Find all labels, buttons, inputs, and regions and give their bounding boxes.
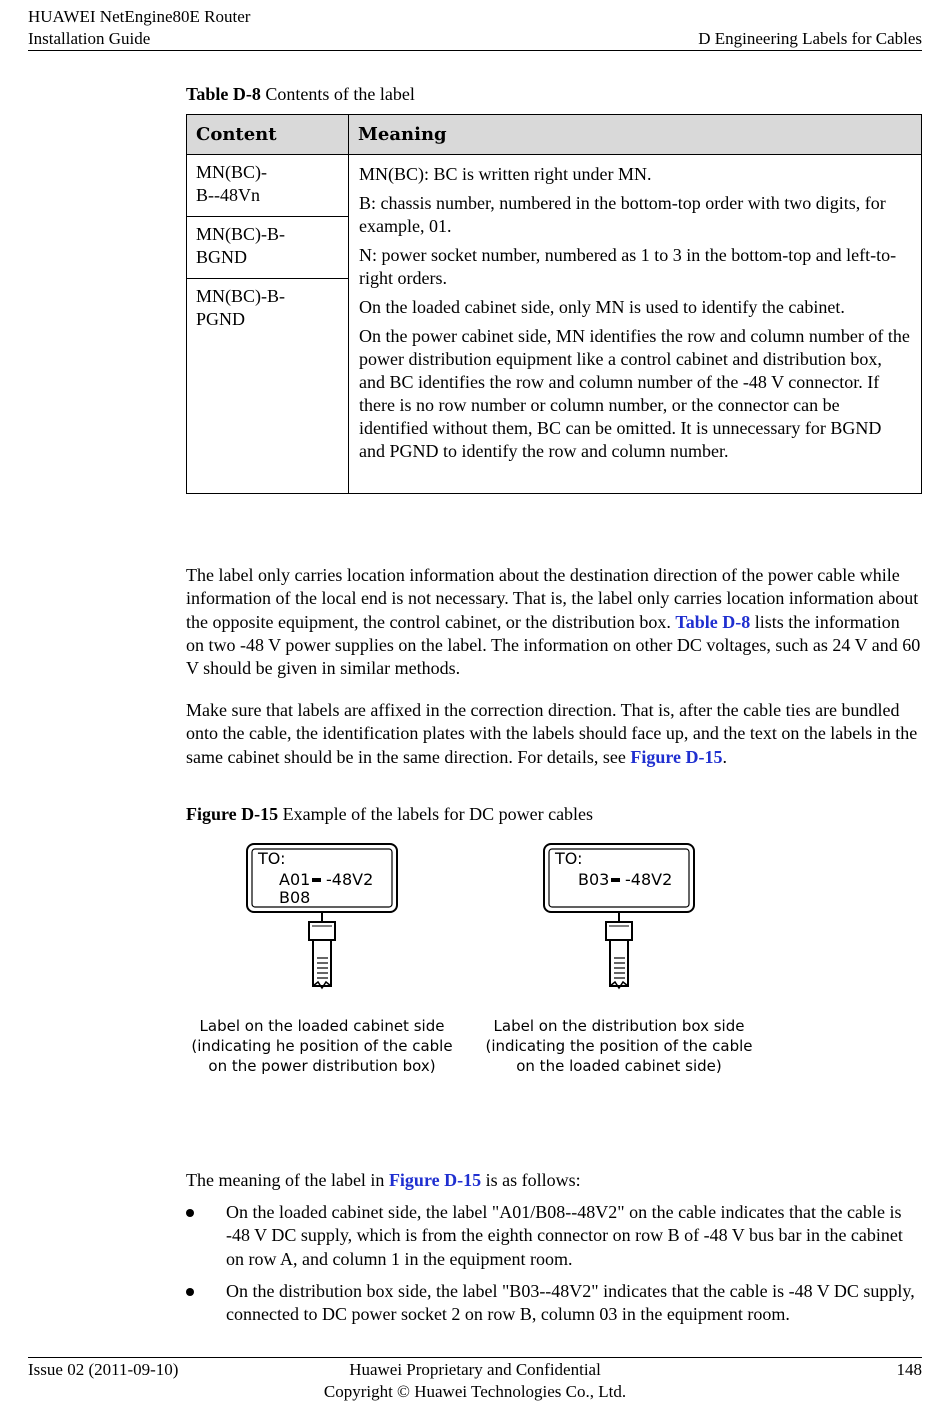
left-label-description bbox=[180, 1016, 464, 1076]
paragraph-text: lists the information on two -48 V power supplies on the label. The information on other DC voltages, such as 24 V and 60 V should be given in similar methods. bbox=[186, 611, 921, 679]
description-line: Label on the loaded cabinet side bbox=[199, 1017, 445, 1035]
figure-caption bbox=[186, 802, 593, 826]
figure-caption-number: Figure D-15 bbox=[186, 804, 279, 824]
label-row-text: B08 bbox=[279, 888, 311, 907]
list-item bbox=[186, 1201, 922, 1271]
table-caption bbox=[186, 82, 415, 106]
label-cabinet-text: A01 bbox=[279, 870, 311, 889]
header-section: D Engineering Labels for Cables bbox=[698, 29, 922, 48]
description-line: (indicating the position of the cable bbox=[485, 1037, 753, 1055]
paragraph-text: . bbox=[722, 746, 728, 767]
footer-copyright: Copyright © Huawei Technologies Co., Ltd. bbox=[323, 1382, 627, 1401]
meaning-line: On the loaded cabinet side, only MN is used to identify the cabinet. bbox=[359, 297, 845, 317]
paragraph-text: The label only carries location information about the destination direction of the power cable while information of the local end is not necessary. That is, the label only carries location information about the opposite equipment, the control cabinet, or the distribution box. bbox=[186, 565, 919, 632]
header-product: HUAWEI NetEngine80E Router bbox=[28, 7, 251, 26]
column-header-meaning: Meaning bbox=[349, 115, 922, 155]
description-line: on the loaded cabinet side) bbox=[516, 1057, 722, 1075]
table-d8-link[interactable]: Table D-8 bbox=[675, 611, 751, 632]
paragraph-text: Make sure that labels are affixed in the correction direction. That is, after the cable ties are bundled onto the cable, the identification plates with the labels should face up, and the text on the labels in the same cabinet should be in the same direction. For details, see bbox=[186, 700, 918, 767]
table-caption-number: Table D-8 bbox=[186, 84, 261, 104]
label-dash-mark bbox=[611, 878, 620, 882]
right-label-description bbox=[476, 1016, 762, 1076]
table-caption-text: Contents of the label bbox=[265, 84, 415, 104]
paragraph-text: The meaning of the label in bbox=[186, 1170, 389, 1190]
list-item bbox=[186, 1280, 922, 1327]
table-cell-content-3: MN(BC)-B- PGND bbox=[187, 279, 349, 494]
label-dash-mark bbox=[312, 878, 321, 882]
header-rule bbox=[28, 50, 922, 51]
table-cell-meaning bbox=[349, 155, 922, 494]
description-line: Label on the distribution box side bbox=[493, 1017, 745, 1035]
meaning-line: B: chassis number, numbered in the bottom-top order with two digits, for example, 01. bbox=[359, 193, 886, 236]
cable-label-loaded-side bbox=[246, 843, 398, 913]
label-to-text: TO: bbox=[555, 849, 583, 868]
cable-label-distribution-side bbox=[543, 843, 695, 913]
column-header-content: Content bbox=[187, 115, 349, 155]
table-cell-content-1: MN(BC)- B--48Vn bbox=[187, 155, 349, 217]
cable-tie-icon bbox=[300, 912, 346, 990]
label-to-text: TO: bbox=[258, 849, 286, 868]
figure-d15-link[interactable]: Figure D-15 bbox=[630, 746, 723, 767]
meaning-line: MN(BC): BC is written right under MN. bbox=[359, 164, 652, 184]
label-voltage-text: -48V2 bbox=[625, 870, 673, 889]
figure-caption-text: Example of the labels for DC power cables bbox=[282, 804, 594, 824]
list-item-text: On the distribution box side, the label "B03--48V2" indicates that the cable is -48 V DC supply, connected to DC power socket 2 on row B, column 03 in the equipment room. bbox=[226, 1281, 915, 1325]
paragraph-label-location bbox=[186, 564, 922, 680]
meaning-line: On the power cabinet side, MN identifies the row and column number of the power distribution equipment like a control cabinet and distribution box, and BC identifies the row and column number of the -48 V connector. If there is no row number or column number, or the connector can be identified without them, BC can be omitted. It is unnecessary for BGND and PGND to identify the row and column number. bbox=[359, 326, 910, 461]
footer-proprietary: Huawei Proprietary and Confidential bbox=[349, 1360, 601, 1379]
paragraph-label-meaning bbox=[186, 1169, 922, 1192]
paragraph-text: is as follows: bbox=[481, 1170, 581, 1190]
description-line: on the power distribution box) bbox=[208, 1057, 436, 1075]
list-item-text: On the loaded cabinet side, the label "A01/B08--48V2" on the cable indicates that the cable is -48 V DC supply, which is from the eighth connector on row B of -48 V bus bar in the cabinet on row A, and column 1 in the equipment room. bbox=[226, 1202, 903, 1269]
table-cell-content-2: MN(BC)-B- BGND bbox=[187, 217, 349, 279]
footer-rule bbox=[28, 1357, 922, 1358]
description-line: (indicating he position of the cable bbox=[191, 1037, 453, 1055]
footer-issue: Issue 02 (2011-09-10) bbox=[28, 1360, 179, 1379]
figure-d15-link[interactable]: Figure D-15 bbox=[388, 1170, 482, 1190]
label-contents-table bbox=[186, 114, 922, 494]
bullet-icon bbox=[186, 1209, 194, 1217]
label-row-column-text: B03 bbox=[578, 870, 610, 889]
page-number: 148 bbox=[896, 1360, 922, 1379]
label-voltage-text: -48V2 bbox=[326, 870, 374, 889]
header-doc: Installation Guide bbox=[28, 29, 151, 48]
cable-tie-icon bbox=[597, 912, 643, 990]
bullet-icon bbox=[186, 1288, 194, 1296]
paragraph-label-direction bbox=[186, 699, 922, 769]
meaning-line: N: power socket number, numbered as 1 to 3 in the bottom-top and left-to-right orders. bbox=[359, 245, 897, 288]
